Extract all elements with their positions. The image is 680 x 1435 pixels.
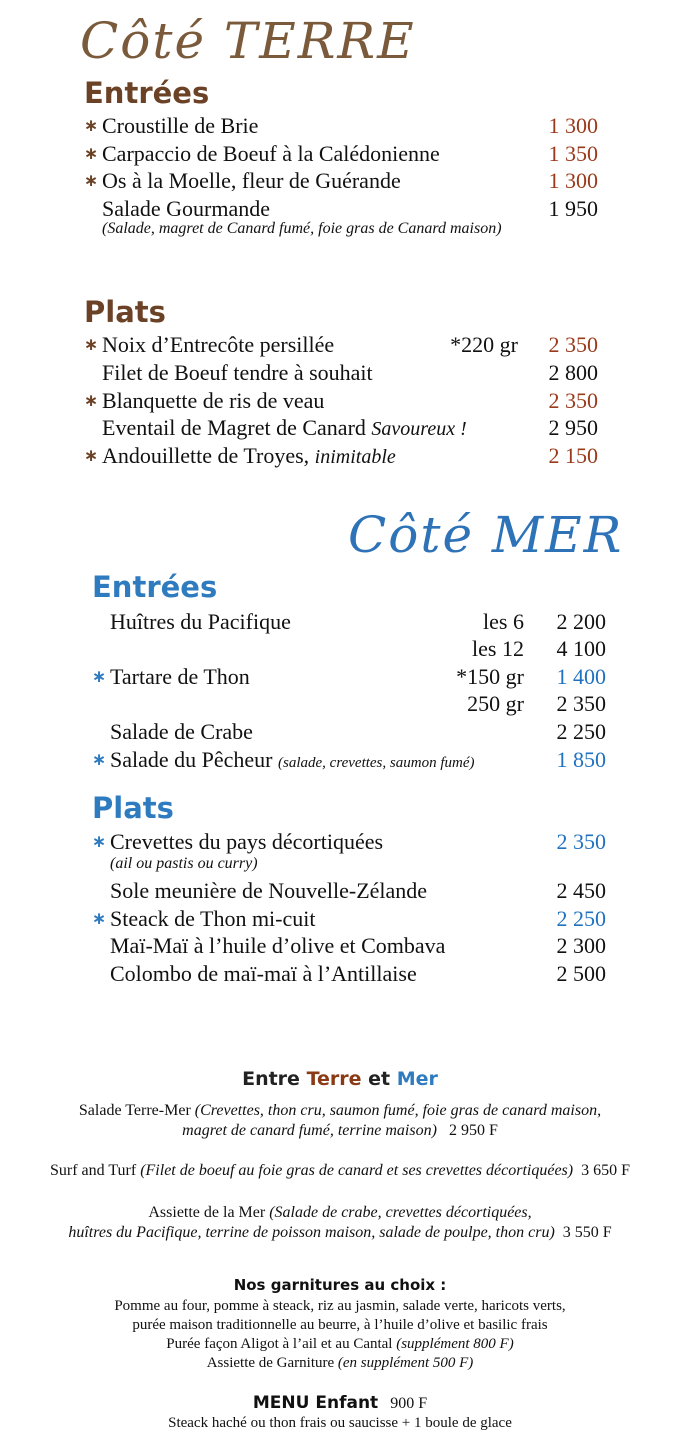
dish-quantity: les 12: [472, 636, 524, 661]
dish-price: 1 950: [548, 196, 598, 221]
heading-mer: Mer: [396, 1068, 438, 1090]
garniture-line: [0, 1335, 680, 1354]
dish-quantity: les 6: [483, 609, 524, 634]
signature-star-icon: ∗: [84, 116, 99, 136]
menu-item: [84, 442, 604, 470]
combo-line: [0, 1121, 680, 1141]
signature-star-icon: ∗: [92, 909, 107, 929]
menu-enfant: [0, 1393, 680, 1413]
signature-star-icon: ∗: [92, 667, 107, 687]
terre-title: Côté TERRE: [80, 12, 416, 70]
menu-item: [84, 387, 604, 415]
dish-quantity: 250 gr: [467, 691, 524, 716]
mer-plats-heading: Plats: [92, 791, 174, 825]
combo-line: [0, 1223, 680, 1243]
dish-name: Os à la Moelle, fleur de Guérande: [102, 168, 401, 193]
dish-comment: inimitable: [314, 446, 396, 468]
dish-price: 1 400: [556, 664, 606, 689]
menu-enfant-description: Steack haché ou thon frais ou saucisse + 1 boule de glace: [168, 1415, 512, 1431]
dish-name: Croustille de Brie: [102, 113, 259, 138]
dish-name: Noix d’Entrecôte persillée: [102, 332, 335, 357]
dish-price: 2 200: [556, 609, 606, 634]
combo-name: Surf and Turf: [49, 1162, 141, 1179]
garnitures-list: [0, 1297, 680, 1373]
dish-price: 2 250: [556, 906, 606, 931]
menu-item: [84, 195, 604, 223]
dish-name: [102, 414, 467, 443]
garniture-text: Assiette de Garniture: [206, 1355, 338, 1371]
dish-name: Salade Gourmande: [102, 196, 270, 221]
dish-price: 1 850: [556, 747, 606, 772]
dish-price: 2 300: [556, 933, 606, 958]
dish-name-text: Andouillette de Troyes,: [102, 443, 315, 468]
dish-name: Sole meunière de Nouvelle-Zélande: [110, 878, 428, 903]
heading-terre: Terre: [306, 1068, 362, 1090]
combo-line: [0, 1203, 680, 1223]
dish-price: 2 350: [548, 332, 598, 357]
dish-price: 4 100: [556, 636, 606, 661]
signature-star-icon: ∗: [92, 750, 107, 770]
menu-item: [92, 663, 612, 691]
garniture-supplement: (en supplément 500 F): [337, 1355, 474, 1371]
dish-price: 2 450: [556, 878, 606, 903]
combo-item: [0, 1101, 680, 1141]
mer-title: Côté MER: [348, 506, 624, 564]
menu-enfant-price: 900 F: [390, 1395, 428, 1412]
dish-comment: Savoureux !: [371, 418, 467, 440]
combo-description: (Crevettes, thon cru, saumon fumé, foie gras de canard maison,: [194, 1102, 602, 1119]
dish-price: 2 950: [548, 415, 598, 440]
dish-name-text: Eventail de Magret de Canard: [102, 415, 372, 440]
dish-note: (salade, crevettes, saumon fumé): [278, 755, 475, 771]
garnitures-heading: Nos garnitures au choix :: [233, 1276, 447, 1294]
menu-item: [92, 635, 612, 663]
combo-name: Assiette de la Mer: [148, 1204, 270, 1221]
menu-item: [92, 960, 612, 988]
menu-item: [92, 718, 612, 746]
menu-enfant-title: MENU Enfant: [252, 1393, 379, 1413]
garniture-line: Pomme au four, pomme à steack, riz au jasmin, salade verte, haricots verts,: [114, 1298, 566, 1314]
signature-star-icon: ∗: [84, 391, 99, 411]
dish-price: 1 300: [548, 113, 598, 138]
dish-price: 2 350: [556, 691, 606, 716]
menu-item: [92, 690, 612, 718]
combo-description: (Filet de boeuf au foie gras de canard et ses crevettes décortiquées): [140, 1162, 574, 1179]
dish-name: Maï-Maï à l’huile d’olive et Combava: [110, 933, 446, 958]
menu-item: [84, 167, 604, 195]
menu-item: [84, 112, 604, 140]
garniture-supplement: (supplément 800 F): [396, 1336, 514, 1352]
menu-item: [84, 331, 604, 359]
signature-star-icon: ∗: [84, 335, 99, 355]
garniture-text: Purée façon Aligot à l’ail et au Cantal: [166, 1336, 397, 1352]
menu-item: [84, 140, 604, 168]
dish-price: 2 150: [548, 443, 598, 468]
dish-name: Colombo de maï-maï à l’Antillaise: [110, 961, 417, 986]
dish-price: 2 250: [556, 719, 606, 744]
dish-note: (Salade, magret de Canard fumé, foie gras de Canard maison): [102, 220, 502, 237]
dish-name: [110, 746, 474, 777]
combo-line: [0, 1101, 680, 1121]
dish-price: 2 500: [556, 961, 606, 986]
terre-entrees-heading: Entrées: [84, 76, 210, 110]
menu-item: [92, 905, 612, 933]
garniture-line: purée maison traditionnelle au beurre, à l’huile d’olive et basilic frais: [132, 1317, 548, 1333]
dish-price: 2 350: [548, 388, 598, 413]
signature-star-icon: ∗: [84, 446, 99, 466]
menu-item: [92, 828, 612, 856]
combo-description: magret de canard fumé, terrine maison): [182, 1122, 437, 1139]
dish-name-text: Salade du Pêcheur: [110, 747, 278, 772]
dish-price: 1 350: [548, 141, 598, 166]
dish-quantity: *150 gr: [456, 664, 524, 689]
dish-name: Tartare de Thon: [110, 664, 250, 689]
signature-star-icon: ∗: [84, 144, 99, 164]
dish-price: 2 350: [556, 829, 606, 854]
signature-star-icon: ∗: [92, 832, 107, 852]
dish-name: Huîtres du Pacifique: [110, 609, 291, 634]
dish-name: Blanquette de ris de veau: [102, 388, 325, 413]
dish-name: Filet de Boeuf tendre à souhait: [102, 360, 373, 385]
combo-item: [0, 1203, 680, 1243]
menu-item: [84, 359, 604, 387]
dish-price: 1 300: [548, 168, 598, 193]
combo-name: Salade Terre-Mer: [78, 1102, 195, 1119]
menu-item: [92, 608, 612, 636]
combo-description: (Salade de crabe, crevettes décortiquées,: [269, 1204, 532, 1221]
heading-part: Entre: [242, 1068, 307, 1090]
dish-note: (ail ou pastis ou curry): [110, 855, 258, 872]
combo-price: 3 550 F: [562, 1224, 612, 1241]
dish-price: 2 800: [548, 360, 598, 385]
dish-name: Steack de Thon mi-cuit: [110, 906, 316, 931]
combo-description: huîtres du Pacifique, terrine de poisson maison, salade de poulpe, thon cru): [68, 1224, 555, 1241]
menu-item: [84, 414, 604, 442]
signature-star-icon: ∗: [84, 171, 99, 191]
dish-name: Salade de Crabe: [110, 719, 253, 744]
heading-part: et: [361, 1068, 397, 1090]
combo-price: 2 950 F: [448, 1122, 498, 1139]
dish-name: Crevettes du pays décortiquées: [110, 829, 384, 854]
dish-name: Carpaccio de Boeuf à la Calédonienne: [102, 141, 440, 166]
entre-terre-et-mer-heading: [0, 1068, 680, 1090]
garniture-line: [0, 1354, 680, 1373]
combo-price: 3 650 F: [581, 1162, 631, 1179]
combo-line: [0, 1161, 680, 1181]
menu-item: [92, 877, 612, 905]
terre-plats-heading: Plats: [84, 295, 166, 329]
mer-entrees-heading: Entrées: [92, 570, 218, 604]
dish-name: [102, 442, 396, 471]
menu-item: [92, 746, 612, 774]
dish-quantity: *220 gr: [450, 332, 518, 357]
combo-item: [0, 1161, 680, 1181]
menu-item: [92, 932, 612, 960]
